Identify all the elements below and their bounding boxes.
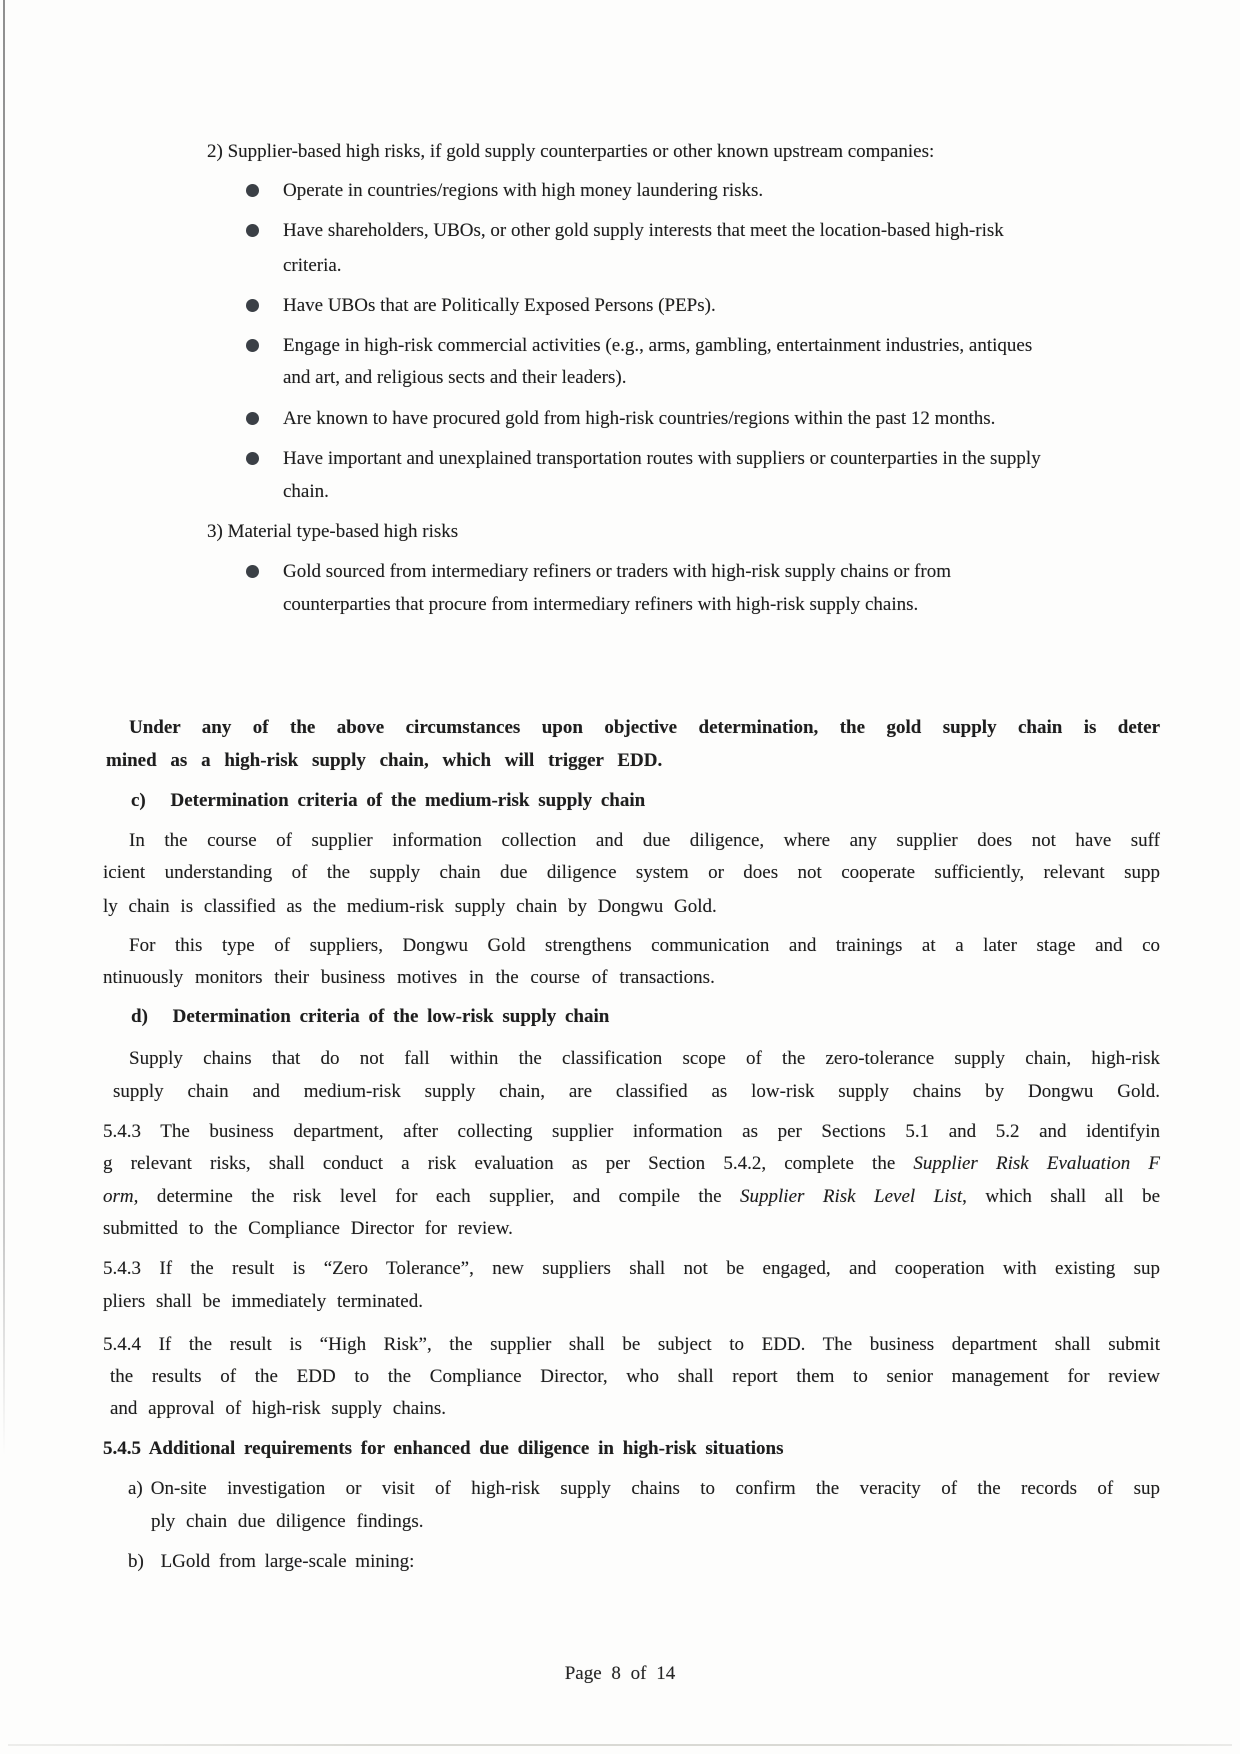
paragraph-under-line: mined as a high-risk supply chain, which will trigger EDD. bbox=[106, 750, 663, 771]
bullet-text: Are known to have procured gold from high-risk countries/regions within the past 12 months. bbox=[283, 408, 996, 429]
heading-545: 5.4.5 Additional requirements for enhanced due diligence in high-risk situations bbox=[103, 1438, 784, 1459]
bullet-icon bbox=[246, 339, 259, 352]
heading-d bbox=[131, 1002, 609, 1032]
left-scan-line bbox=[3, 0, 5, 1455]
paragraph-line: ntinuously monitors their business motives in the course of transactions. bbox=[103, 967, 715, 988]
bullet-icon bbox=[246, 412, 259, 425]
paragraph-543b-line: pliers shall be immediately terminated. bbox=[103, 1291, 423, 1312]
paragraph-543-line bbox=[103, 1149, 1160, 1179]
paragraph-segment: , which shall all be bbox=[962, 1186, 1160, 1207]
item-label: a) bbox=[128, 1478, 143, 1499]
bullet-text-wrap: chain. bbox=[283, 481, 329, 502]
item-text: On-site investigation or visit of high-risk supply chains to confirm the veracity of the records of sup bbox=[150, 1478, 1160, 1499]
list-item-a-wrap: ply chain due diligence findings. bbox=[151, 1511, 424, 1532]
bullet-item bbox=[246, 557, 951, 587]
page-number-footer: Page 8 of 14 bbox=[564, 1663, 676, 1684]
bullet-text: Have UBOs that are Politically Exposed Persons (PEPs). bbox=[283, 295, 716, 316]
item-text: LGold from large-scale mining: bbox=[160, 1551, 415, 1572]
bullet-text-wrap: counterparties that procure from intermediary refiners with high-risk supply chains. bbox=[283, 594, 919, 615]
paragraph-line: icient understanding of the supply chain due diligence system or does not cooperate sufficiently, relevant supp bbox=[103, 862, 1160, 883]
bullet-icon bbox=[246, 184, 259, 197]
bullet-icon bbox=[246, 299, 259, 312]
heading-label: c) bbox=[131, 790, 146, 811]
bullet-text: Have important and unexplained transportation routes with suppliers or counterparties in the supply bbox=[283, 448, 1041, 469]
bullet-text: Engage in high-risk commercial activities (e.g., arms, gambling, entertainment industries, antiques bbox=[283, 335, 1033, 356]
bullet-text: Operate in countries/regions with high money laundering risks. bbox=[283, 180, 764, 201]
bullet-item bbox=[246, 444, 1041, 474]
paragraph-543b-line: 5.4.3 If the result is “Zero Tolerance”, new suppliers shall not be engaged, and cooperation with existing sup bbox=[103, 1258, 1160, 1279]
outline-3-heading: 3) Material type-based high risks bbox=[207, 521, 459, 542]
item-label: b) bbox=[128, 1551, 144, 1572]
paragraph-line: In the course of supplier information collection and due diligence, where any supplier does not have suff bbox=[129, 830, 1160, 851]
heading-c bbox=[131, 786, 645, 816]
outline-2-heading: 2) Supplier-based high risks, if gold supply counterparties or other known upstream companies: bbox=[207, 141, 935, 162]
bullet-item bbox=[246, 331, 1032, 361]
paragraph-line: For this type of suppliers, Dongwu Gold strengthens communication and trainings at a later stage and co bbox=[129, 935, 1160, 956]
list-item-b bbox=[128, 1547, 414, 1577]
bullet-item bbox=[246, 404, 995, 434]
heading-text: Determination criteria of the medium-risk supply chain bbox=[170, 790, 646, 811]
bullet-item bbox=[246, 291, 716, 321]
paragraph-544-line: 5.4.4 If the result is “High Risk”, the supplier shall be subject to EDD. The business department shall submit bbox=[103, 1334, 1160, 1355]
paragraph-segment: determine the risk level for each supplier, and compile the bbox=[138, 1186, 741, 1207]
bullet-icon bbox=[246, 452, 259, 465]
paragraph-544-line: the results of the EDD to the Compliance Director, who shall report them to senior management for review bbox=[110, 1366, 1160, 1387]
bullet-item bbox=[246, 216, 1004, 246]
bullet-icon bbox=[246, 224, 259, 237]
bullet-text-wrap: and art, and religious sects and their leaders). bbox=[283, 367, 627, 388]
paragraph-line: supply chain and medium-risk supply chain, are classified as low-risk supply chains by Dongwu Gold. bbox=[113, 1081, 1160, 1102]
paragraph-under-line: Under any of the above circumstances upon objective determination, the gold supply chain is deter bbox=[129, 717, 1160, 738]
paragraph-segment: g relevant risks, shall conduct a risk evaluation as per Section 5.4.2, complete the bbox=[103, 1153, 914, 1174]
italic-doc-title: Supplier Risk Level List bbox=[740, 1186, 963, 1207]
bullet-item bbox=[246, 176, 763, 206]
list-item-a bbox=[128, 1474, 1160, 1504]
paragraph-543-line: submitted to the Compliance Director for review. bbox=[103, 1218, 513, 1239]
italic-doc-title: Supplier Risk Evaluation F bbox=[913, 1153, 1160, 1174]
paragraph-line: ly chain is classified as the medium-risk supply chain by Dongwu Gold. bbox=[103, 896, 717, 917]
bottom-scan-line bbox=[8, 1744, 1232, 1746]
bullet-text-wrap: criteria. bbox=[283, 255, 342, 276]
bullet-text: Have shareholders, UBOs, or other gold supply interests that meet the location-based high-risk bbox=[283, 220, 1004, 241]
bullet-icon bbox=[246, 565, 259, 578]
paragraph-544-line: and approval of high-risk supply chains. bbox=[110, 1398, 447, 1419]
paragraph-543-line bbox=[103, 1182, 1160, 1212]
paragraph-line: Supply chains that do not fall within the classification scope of the zero-tolerance supply chain, high-risk bbox=[129, 1048, 1160, 1069]
italic-doc-title: orm, bbox=[103, 1186, 139, 1207]
paragraph-543-line: 5.4.3 The business department, after collecting supplier information as per Sections 5.1 and 5.2 and identifyin bbox=[103, 1121, 1160, 1142]
heading-text: Determination criteria of the low-risk supply chain bbox=[172, 1006, 610, 1027]
heading-label: d) bbox=[131, 1006, 148, 1027]
bullet-text: Gold sourced from intermediary refiners or traders with high-risk supply chains or from bbox=[283, 561, 951, 582]
